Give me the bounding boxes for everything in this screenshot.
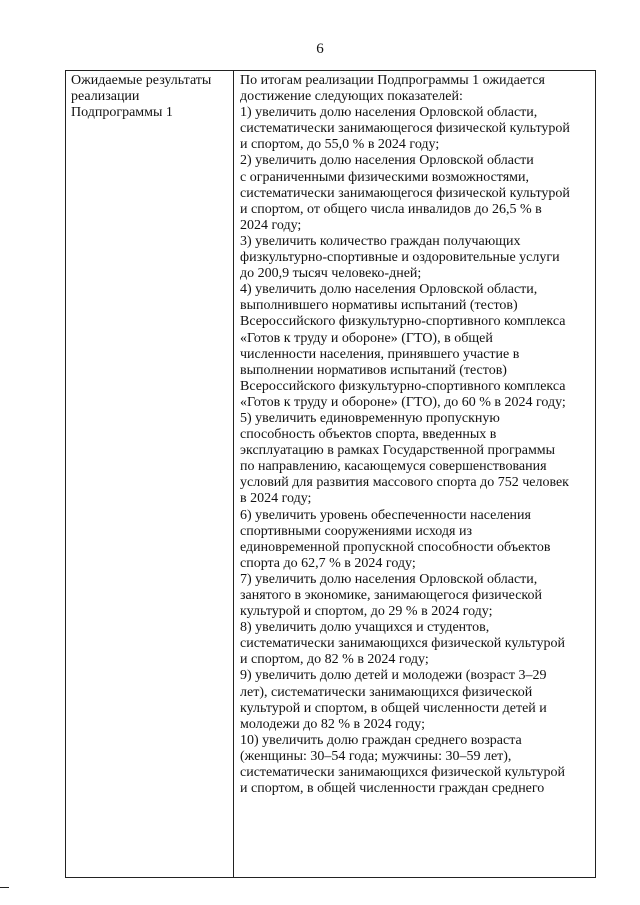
text-line: физкультурно-спортивные и оздоровительные услуги	[240, 250, 560, 266]
text-line: (женщины: 30–54 года; мужчины: 30–59 лет),	[240, 748, 512, 764]
text-line: 7) увеличить долю населения Орловской области,	[240, 571, 538, 587]
text-line: до 200,9 тысяч человеко-дней;	[240, 266, 422, 282]
text-line: 2) увеличить долю населения Орловской области	[240, 153, 534, 169]
text-line: достижение следующих показателей:	[240, 89, 463, 105]
label-line: Подпрограммы 1	[71, 105, 173, 121]
text-line: Всероссийского физкультурно-спортивного комплекса	[240, 378, 566, 394]
text-line: Всероссийского физкультурно-спортивного комплекса	[240, 314, 566, 330]
page-number: 6	[316, 41, 324, 57]
text-line: с ограниченными физическими возможностями,	[240, 169, 530, 185]
text-line: лет), систематически занимающихся физической	[240, 684, 533, 700]
table-label-cell	[71, 73, 231, 121]
text-line: и спортом, до 55,0 % в 2024 году;	[240, 137, 440, 153]
text-line: «Готов к труду и обороне» (ГТО), в общей	[240, 330, 493, 346]
text-line: единовременной пропускной способности объектов	[240, 539, 551, 555]
text-line: 6) увеличить уровень обеспеченности населения	[240, 507, 531, 523]
text-line: численности населения, принявшего участие в	[240, 346, 520, 362]
text-line: и спортом, от общего числа инвалидов до 26,5 % в	[240, 201, 542, 217]
text-line: и спортом, до 82 % в 2024 году;	[240, 652, 429, 668]
text-line: по направлению, касающемуся совершенствования	[240, 459, 547, 475]
text-line: 2024 году;	[240, 217, 302, 233]
text-line: выполнившего нормативы испытаний (тестов)	[240, 298, 518, 314]
text-line: систематически занимающегося физической культурой	[240, 121, 570, 137]
text-line: 8) увеличить долю учащихся и студентов,	[240, 620, 490, 636]
text-line: и спортом, в общей численности граждан среднего	[240, 781, 545, 797]
text-line: спортивными сооружениями исходя из	[240, 523, 472, 539]
text-line: 1) увеличить долю населения Орловской области,	[240, 105, 538, 121]
text-line: молодежи до 82 % в 2024 году;	[240, 716, 425, 732]
text-line: культурой и спортом, в общей численности детей и	[240, 700, 547, 716]
text-line: выполнении нормативов испытаний (тестов)	[240, 362, 507, 378]
label-line: Ожидаемые результаты	[71, 73, 212, 88]
margin-mark	[0, 887, 9, 888]
text-line: 4) увеличить долю населения Орловской области,	[240, 282, 538, 298]
text-line: 9) увеличить долю детей и молодежи (возраст 3–29	[240, 668, 547, 684]
label-line: реализации	[71, 89, 140, 105]
text-line: способность объектов спорта, введенных в	[240, 427, 497, 443]
text-line: систематически занимающегося физической культурой	[240, 185, 570, 201]
table-content-cell	[240, 73, 595, 797]
text-line: условий для развития массового спорта до 752 человек	[240, 475, 569, 491]
column-divider	[233, 71, 234, 877]
text-line: спорта до 62,7 % в 2024 году;	[240, 555, 416, 571]
text-line: систематически занимающихся физической культурой	[240, 636, 566, 652]
text-line: По итогам реализации Подпрограммы 1 ожидается	[240, 73, 545, 88]
text-line: 10) увеличить долю граждан среднего возраста	[240, 732, 522, 748]
text-line: систематически занимающихся физической культурой	[240, 765, 566, 781]
results-table	[65, 70, 596, 878]
text-line: культурой и спортом, до 29 % в 2024 году;	[240, 604, 493, 620]
text-line: 3) увеличить количество граждан получающих	[240, 233, 521, 249]
text-line: эксплуатацию в рамках Государственной программы	[240, 443, 556, 459]
text-line: занятого в экономике, занимающегося физической	[240, 588, 542, 603]
text-line: «Готов к труду и обороне» (ГТО), до 60 % в 2024 году;	[240, 394, 566, 410]
text-line: 5) увеличить единовременную пропускную	[240, 410, 500, 426]
text-line: в 2024 году;	[240, 491, 312, 507]
